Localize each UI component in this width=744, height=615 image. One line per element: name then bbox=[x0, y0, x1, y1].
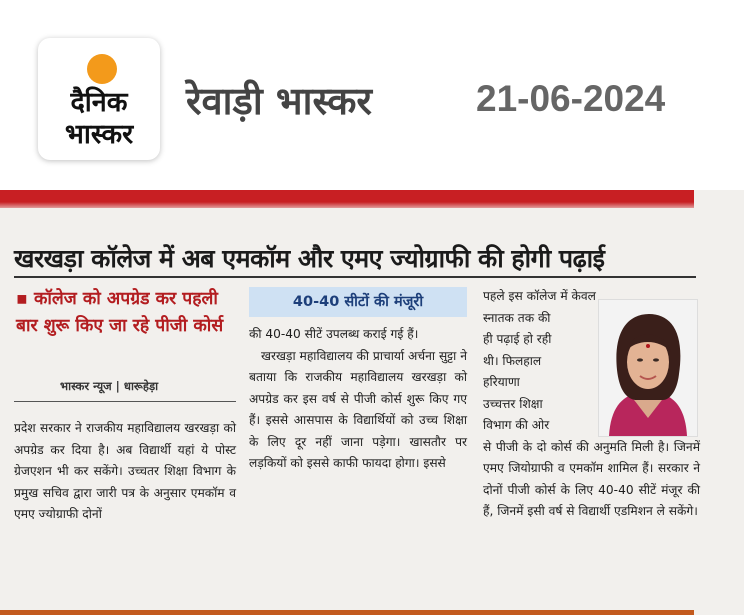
column-3-wrap-line: स्नातक तक की bbox=[483, 310, 551, 325]
headline-rule bbox=[14, 276, 696, 278]
article-subhead-box bbox=[249, 287, 467, 317]
logo-sun-icon bbox=[87, 54, 117, 84]
article-column-1 bbox=[14, 418, 236, 526]
column-2-paragraph-2: खरखड़ा महाविद्यालय की प्राचार्या अर्चना सुट्टा ने बताया कि राजकीय महाविद्यालय खरखड़ा को अपग्रेड कर इस वर्ष से पीजी कोर्स शुरू किए गए हैं। इससे आसपास के विद्यार्थियों को उच्च शिक्षा के लिए दूर नहीं जाना पड़ेगा। खासतौर पर लड़कियों को इससे काफी फायदा होगा। इससे bbox=[249, 348, 467, 470]
column-3-top-line: पहले इस कॉलेज में केवल bbox=[483, 289, 596, 303]
byline-rule bbox=[14, 401, 236, 402]
column-1-text: प्रदेश सरकार ने राजकीय महाविद्यालय खरखड़ा को अपग्रेड कर दिया है। अब विद्यार्थी यहां ये पोस्ट ग्रेजएशन भी कर सकेंगे। उच्चतर शिक्षा विभाग के प्रमुख सचिव द्वारा जारी पत्र के अनुसार एमकॉम व एमए ज्योग्राफी दोनों bbox=[14, 421, 236, 521]
edition-title: रेवाड़ी भास्कर bbox=[186, 79, 372, 123]
column-2-paragraph-1: की 40-40 सीटें उपलब्ध कराई गई हैं। bbox=[249, 327, 419, 341]
logo-line-2: भास्कर bbox=[64, 119, 134, 150]
principal-photo bbox=[598, 299, 698, 437]
article-headline: खरखड़ा कॉलेज में अब एमकॉम और एमए ज्योग्राफी की होगी पढ़ाई bbox=[14, 244, 605, 273]
article-byline: भास्कर न्यूज | धारूहेड़ा bbox=[60, 379, 159, 393]
portrait-image bbox=[599, 300, 697, 436]
article-deck: ▪ कॉलेज को अपग्रेड कर पहली बार शुरू किए जा रहे पीजी कोर्स bbox=[16, 289, 224, 336]
column-3-wrap-line: हरियाणा bbox=[483, 375, 520, 389]
column-3-wrap-line: उच्चत्तर शिक्षा bbox=[483, 396, 543, 411]
column-3-wrap-line: विभाग की ओर bbox=[483, 418, 550, 432]
next-article-edge bbox=[0, 610, 694, 615]
column-3-rest: से पीजी के दो कोर्स की अनुमति मिली है। जिनमें एमए जियोग्राफी व एमकॉम शामिल हैं। सरकार ने दोनों पीजी कोर्स के लिए 40-40 सीटें मंजूर की हैं, जिनमें इसी वर्ष से विद्यार्थी एडमिशन ले सकेंगे। bbox=[483, 439, 700, 518]
publication-date: 21-06-2024 bbox=[476, 78, 666, 119]
column-3-wrap-line: थी। फिलहाल bbox=[483, 353, 542, 368]
article-column-2 bbox=[249, 324, 467, 475]
column-3-wrap-line: ही पढ़ाई हो रही bbox=[483, 332, 552, 346]
newspaper-clipping bbox=[0, 190, 744, 615]
logo-line-1: दैनिक bbox=[70, 87, 128, 118]
article-subhead: 40-40 सीटों की मंजूरी bbox=[292, 294, 424, 310]
dainik-bhaskar-logo bbox=[38, 38, 160, 160]
